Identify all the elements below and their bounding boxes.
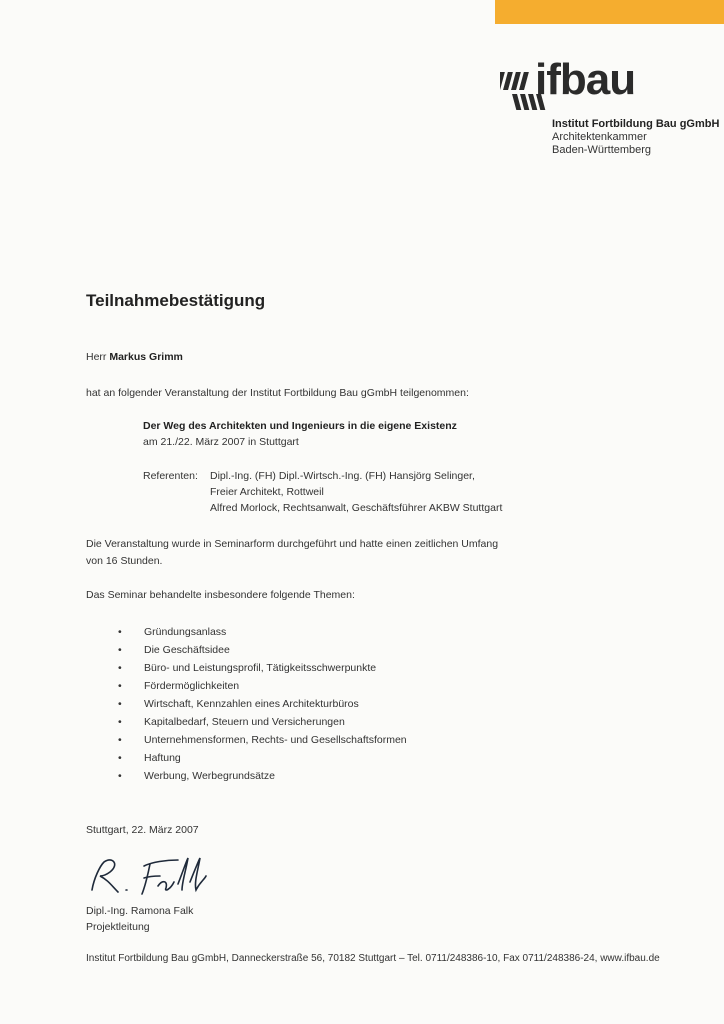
signatory-name: Dipl.-Ing. Ramona Falk [86, 905, 194, 917]
speaker-line: Dipl.-Ing. (FH) Dipl.-Wirtsch.-Ing. (FH) Hansjörg Selinger, [210, 470, 475, 482]
list-item [118, 749, 407, 767]
footer-address: Institut Fortbildung Bau gGmbH, Danneckerstraße 56, 70182 Stuttgart – Tel. 0711/248386-10, Fax 0711/248386-24, www.ifbau.de [86, 953, 660, 964]
accent-bar [495, 0, 724, 24]
topics-intro: Das Seminar behandelte insbesondere folgende Themen: [86, 589, 355, 601]
topic-text: Haftung [144, 752, 181, 764]
bullet-icon: • [118, 698, 122, 710]
bullet-icon: • [118, 644, 122, 656]
bullet-icon: • [118, 680, 122, 692]
bullet-icon: • [118, 662, 122, 674]
event-title: Der Weg des Architekten und Ingenieurs in die eigene Existenz [143, 420, 457, 432]
topic-text: Gründungsanlass [144, 626, 227, 638]
bullet-icon: • [118, 752, 122, 764]
list-item [118, 641, 407, 659]
organization-line3: Baden-Württemberg [552, 144, 652, 156]
bullet-icon: • [118, 716, 122, 728]
organization-block [552, 118, 719, 157]
list-item [118, 767, 407, 785]
recipient-name: Markus Grimm [109, 351, 183, 363]
document-title: Teilnahmebestätigung [86, 291, 266, 310]
speakers-label: Referenten: [143, 470, 198, 482]
topic-text: Kapitalbedarf, Steuern und Versicherungen [144, 716, 345, 728]
list-item [118, 659, 407, 677]
topic-text: Die Geschäftsidee [144, 644, 230, 656]
topic-text: Werbung, Werbegrundsätze [144, 770, 275, 782]
organization-name: Institut Fortbildung Bau gGmbH [552, 118, 720, 130]
topic-text: Unternehmensformen, Rechts- und Gesellschaftsformen [144, 734, 407, 746]
logo-wordmark: ifbau [535, 55, 636, 104]
signatory-role: Projektleitung [86, 921, 150, 933]
recipient-salutation: Herr [86, 351, 107, 363]
bullet-icon: • [118, 626, 122, 638]
recipient-line [86, 351, 183, 363]
list-item [118, 623, 407, 641]
format-text-line: von 16 Stunden. [86, 555, 163, 567]
topic-text: Wirtschaft, Kennzahlen eines Architekturbüros [144, 698, 359, 710]
place-date: Stuttgart, 22. März 2007 [86, 824, 199, 836]
list-item [118, 677, 407, 695]
topic-text: Fördermöglichkeiten [144, 680, 240, 692]
list-item [118, 731, 407, 749]
speaker-line: Alfred Morlock, Rechtsanwalt, Geschäftsführer AKBW Stuttgart [210, 502, 503, 514]
topics-list [118, 623, 407, 785]
format-text-line: Die Veranstaltung wurde in Seminarform durchgeführt und hatte einen zeitlichen Umfang [86, 538, 499, 550]
list-item [118, 713, 407, 731]
list-item [118, 695, 407, 713]
organization-line2: Architektenkammer [552, 131, 647, 143]
speaker-line: Freier Architekt, Rottweil [210, 486, 324, 498]
signature-icon [86, 852, 226, 902]
bullet-icon: • [118, 770, 122, 782]
event-date-place: am 21./22. März 2007 in Stuttgart [143, 436, 299, 448]
topic-text: Büro- und Leistungsprofil, Tätigkeitsschwerpunkte [144, 662, 377, 674]
bullet-icon: • [118, 734, 122, 746]
intro-text: hat an folgender Veranstaltung der Institut Fortbildung Bau gGmbH teilgenommen: [86, 387, 469, 399]
